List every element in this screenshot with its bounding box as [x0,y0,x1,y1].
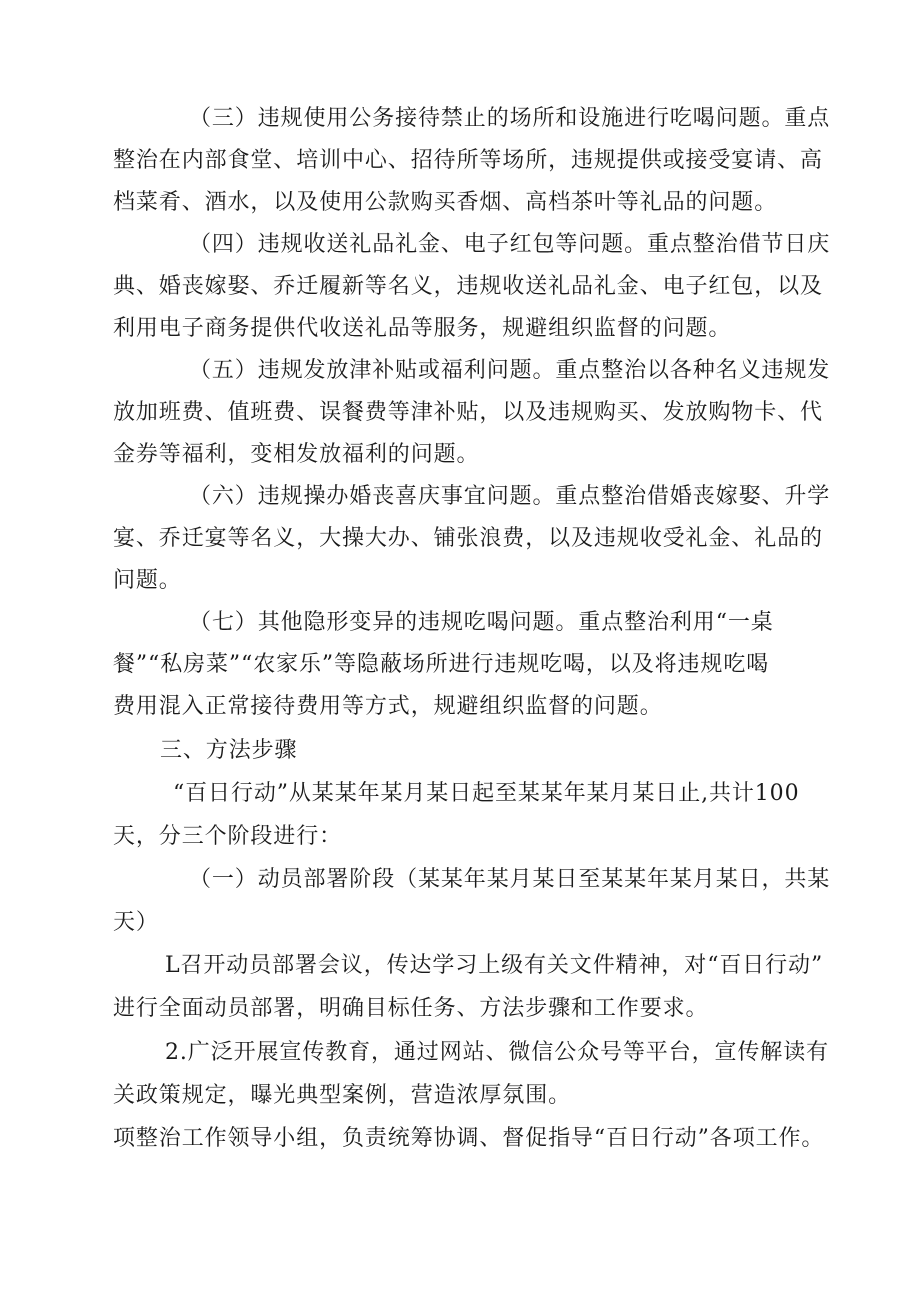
text-line: 档菜肴、酒水，以及使用公款购买香烟、高档茶叶等礼品的问题。 [113,190,778,215]
text-line: 典、婚丧嫁娶、乔迁履新等名义，违规收送礼品礼金、电子红包，以及 [113,274,823,299]
text-line: 放加班费、值班费、误餐费等津补贴，以及违规购买、发放购物卡、代 [113,400,823,425]
text-line: （六）违规操办婚丧喜庆事宜问题。重点整治借婚丧嫁娶、升学 [189,484,831,509]
text-line: （四）违规收送礼品礼金、电子红包等问题。重点整治借节日庆 [189,232,831,257]
text-line: 天，分三个阶段进行： [113,824,343,849]
text-line: L召开动员部署会议，传达学习上级有关文件精神，对“百日行动” [165,953,824,978]
text-line: （七）其他隐形变异的违规吃喝问题。重点整治利用“一桌 [189,610,774,635]
text-line: 利用电子商务提供代收送礼品等服务，规避组织监督的问题。 [113,316,732,341]
text-line: 天） [113,910,159,935]
text-line: 进行全面动员部署，明确目标任务、方法步骤和工作要求。 [113,996,709,1021]
text-line: 宴、乔迁宴等名义，大操大办、铺张浪费，以及违规收受礼金、礼品的 [113,526,823,551]
text-line: 关政策规定，曝光典型案例，营造浓厚氛围。 [113,1083,572,1108]
text-line: （一）动员部署阶段（某某年某月某日至某某年某月某日，共某 [189,867,831,892]
text-line: 项整治工作领导小组，负责统筹协调、督促指导“百日行动”各项工作。 [113,1126,825,1151]
text-line: （五）违规发放津补贴或福利问题。重点整治以各种名义违规发 [189,358,831,383]
section-heading: 三、方法步骤 [160,738,298,763]
text-line: 金券等福利，变相发放福利的问题。 [113,442,480,467]
text-line: 费用混入正常接待费用等方式，规避组织监督的问题。 [113,694,663,719]
text-line: 问题。 [113,568,182,593]
text-line: 餐”“私房菜”“农家乐”等隐蔽场所进行违规吃喝，以及将违规吃喝 [113,652,770,677]
text-line: “百日行动”从某某年某月某日起至某某年某月某日止,共计100 [173,781,800,806]
text-line: 整治在内部食堂、培训中心、招待所等场所，违规提供或接受宴请、高 [113,148,823,173]
text-line: 2.广泛开展宣传教育，通过网站、微信公众号等平台，宣传解读有 [165,1040,829,1065]
text-line: （三）违规使用公务接待禁止的场所和设施进行吃喝问题。重点 [189,106,831,131]
